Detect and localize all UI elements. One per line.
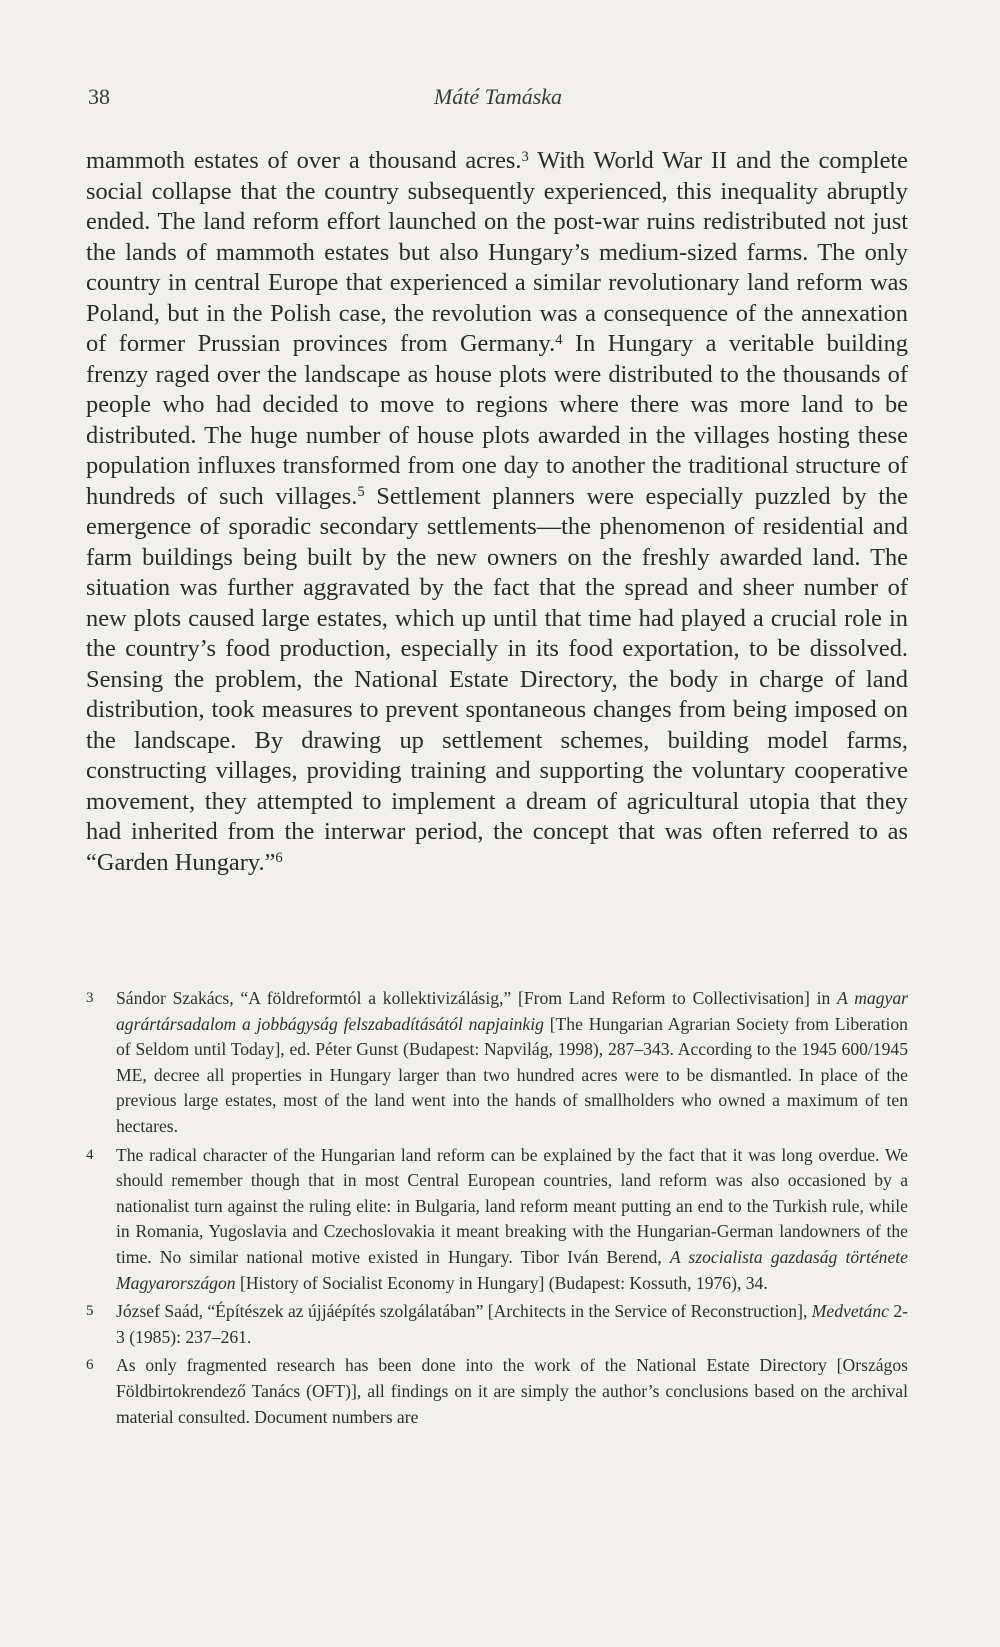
footnote-number: 6 [86, 1357, 94, 1374]
body-text-segment: In Hungary a veritable building frenzy raged over the landscape as house plots were distributed to the thousands of people who had decided to move to regions where there was more land to be distributed. The huge number of house plots awarded in the villages hosting these population influxes transformed from one day to another the traditional structure of hundreds of such villages. [86, 330, 908, 510]
page-number: 38 [88, 84, 110, 109]
footnote-text: The radical character of the Hungarian land reform can be explained by the fact that it was long overdue. We should remember though that in most Central European countries, land reform was also occasioned by a nationalist turn against the ruling elite: in Bulgaria, land reform meant putting an end to the Turkish rule, while in Romania, Yugoslavia and Czechoslovakia it meant breaking with the Hungarian-German landowners of the time. No similar national motive existed in Hungary. Tibor Iván Berend, [116, 1144, 908, 1267]
body-text-segment: With World War II and the complete social collapse that the country subsequently experienced, this inequality abruptly ended. The land reform effort launched on the post-war ruins redistributed not just the lands of mammoth estates but also Hungary’s medium-sized farms. The only country in central Europe that experienced a similar revolutionary land reform was Poland, but in the Polish case, the revolution was a consequence of the annexation of former Prussian provinces from Germany. [86, 147, 909, 357]
footnote-title-italic: Medvetánc [811, 1301, 889, 1322]
footnote-5 [86, 1299, 908, 1350]
footnote-4 [86, 1143, 908, 1297]
footnote-number: 3 [86, 990, 94, 1006]
main-paragraph [86, 146, 908, 878]
footnote-text: [History of Socialist Economy in Hungary] (Budapest: Kossuth, 1976), 34. [235, 1272, 768, 1293]
footnote-ref-3[interactable]: 3 [521, 148, 529, 165]
body-text-segment: Settlement planners were especially puzzled by the emergence of sporadic secondary settlements—the phenomenon of residential and farm buildings being built by the new owners on the freshly awarded land. The situation was further aggravated by the fact that the spread and sheer number of new plots caused large estates, which up until that time had played a crucial role in the country’s food production, especially in its food exportation, to be dissolved. Sensing the problem, the National Estate Directory, the body in charge of land distribution, took measures to prevent spontaneous changes from being imposed on the landscape. By drawing up settlement schemes, building model farms, constructing villages, providing training and supporting the voluntary cooperative movement, they attempted to implement a dream of agricultural utopia that they had inherited from the interwar period, the concept that was often referred to as “Garden Hungary.” [86, 482, 908, 876]
body-text-segment: mammoth estates of over a thousand acres. [86, 147, 522, 174]
footnote-title-italic: A magyar agrártársadalom a jobbágyság felszabadításától napjainkig [116, 988, 908, 1034]
footnote-text: Sándor Szakács, “A földreformtól a kollektivizálásig,” [From Land Reform to Collectivisation] in [116, 988, 838, 1008]
footnote-title-italic: A szocialista gazdaság története Magyarországon [116, 1246, 908, 1293]
footnote-ref-5[interactable]: 5 [357, 484, 365, 501]
footnote-3 [86, 986, 908, 1140]
footnote-ref-6[interactable]: 6 [275, 850, 283, 867]
footnote-number: 4 [86, 1146, 94, 1163]
footnote-ref-4[interactable]: 4 [555, 331, 563, 348]
footnotes-section [86, 986, 908, 1433]
footnote-text: As only fragmented research has been done into the work of the National Estate Directory [Országos Földbirtokrendező Tanács (OFT)], all findings on it are simply the author’s conclusions based on the archival material consulted. Document numbers are [116, 1355, 908, 1427]
footnote-text: József Saád, “Építészek az újjáépítés szolgálatában” [Architects in the Service of Reconstruction], [116, 1301, 812, 1322]
footnote-number: 5 [86, 1303, 94, 1320]
footnote-text: [The Hungarian Agrarian Society from Liberation of Seldom until Today], ed. Péter Gunst (Budapest: Napvilág, 1998), 287–343. According to the 1945 600/1945 ME, decree all properties in Hungary larger than two hundred acres were to be dismantled. In place of the previous large estates, most of the land went into the hands of smallholders who owned a maximum of ten hectares. [116, 1013, 908, 1136]
page-header [88, 84, 908, 116]
footnote-text: 2-3 (1985): 237–261. [116, 1301, 908, 1347]
footnote-6 [86, 1353, 908, 1430]
running-head-author: Máté Tamáska [433, 84, 563, 109]
